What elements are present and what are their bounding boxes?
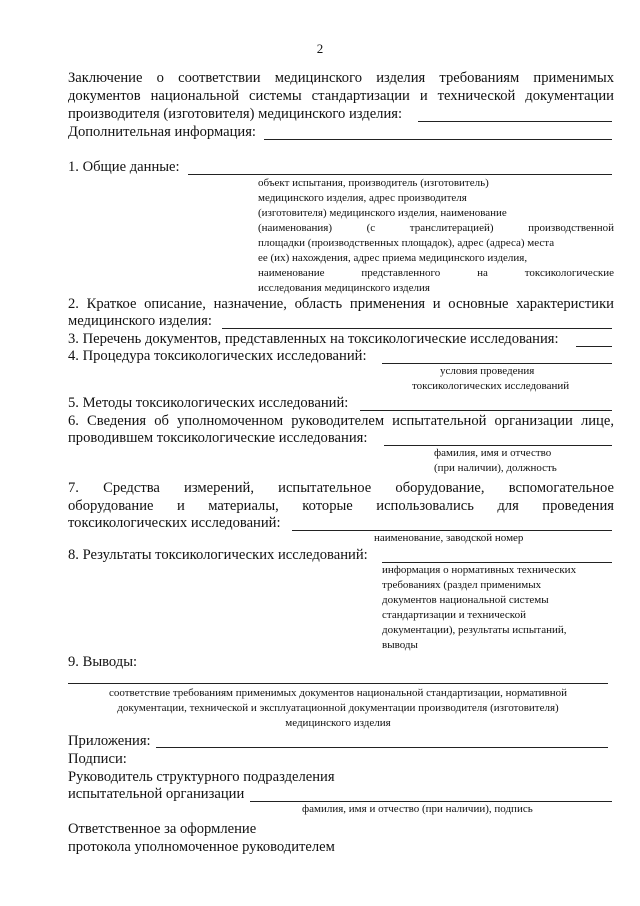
section-8-hint-4: стандартизации и технической xyxy=(382,609,526,621)
section-1-blank-line xyxy=(188,174,612,175)
section-4-hint-2: токсикологических исследований xyxy=(412,380,570,392)
section-8-hint-3: документов национальной системы xyxy=(382,594,549,606)
head-of-unit-line-1: Руководитель структурного подразделения xyxy=(68,769,335,785)
intro-blank-line-1 xyxy=(418,121,612,122)
responsible-line-2: протокола уполномоченное руководителем xyxy=(68,839,335,855)
section-1-hint-8: исследования медицинского изделия xyxy=(258,282,430,294)
section-4-label: 4. Процедура токсикологических исследований: xyxy=(68,348,367,364)
section-9-label: 9. Выводы: xyxy=(68,654,138,670)
section-6-line-1: 6. Сведения об уполномоченном руководителем испытательной организации лице, xyxy=(68,413,614,429)
section-3-blank-line xyxy=(576,346,612,347)
section-8-hint-5: документации), результаты испытаний, xyxy=(382,624,567,636)
section-1-hint-7: наименование представленного на токсикологические xyxy=(258,267,614,279)
signatures-label: Подписи: xyxy=(68,751,127,767)
head-of-unit-line-2: испытательной организации xyxy=(68,786,245,802)
section-7-line-3: токсикологических исследований: xyxy=(68,515,281,531)
section-8-hint-6: выводы xyxy=(382,639,418,651)
section-2-blank-line xyxy=(222,328,612,329)
section-2-line-2: медицинского изделия: xyxy=(68,313,212,329)
intro-line-4: Дополнительная информация: xyxy=(68,124,256,140)
section-9-hint-3: медицинского изделия xyxy=(285,717,391,729)
appendix-label: Приложения: xyxy=(68,733,151,749)
section-5-blank-line xyxy=(360,410,612,411)
section-8-hint-1: информация о нормативных технических xyxy=(382,564,577,576)
section-7-line-2: оборудование и материалы, которые использовались для проведения xyxy=(68,498,614,514)
section-6-hint-1: фамилия, имя и отчество xyxy=(434,447,552,459)
section-1-hint-5: площадки (производственных площадок), адрес (адреса) места xyxy=(258,237,555,249)
section-2-line-1: 2. Краткое описание, назначение, область применения и основные характеристики xyxy=(68,296,614,312)
intro-line-3: производителя (изготовителя) медицинского изделия: xyxy=(68,106,403,122)
section-6-line-2: проводившем токсикологические исследования: xyxy=(68,430,368,446)
section-5-label: 5. Методы токсикологических исследований: xyxy=(68,395,349,411)
section-7-line-1: 7. Средства измерений, испытательное оборудование, вспомогательное xyxy=(68,480,614,496)
section-6-hint-2: (при наличии), должность xyxy=(434,462,557,474)
section-3-label: 3. Перечень документов, представленных на токсикологические исследования: xyxy=(68,331,559,347)
section-1-hint-2: медицинского изделия, адрес производителя xyxy=(258,192,467,204)
head-of-unit-hint: фамилия, имя и отчество (при наличии), подпись xyxy=(302,803,533,815)
intro-blank-line-2 xyxy=(264,139,612,140)
section-4-hint-1: условия проведения xyxy=(440,365,535,377)
appendix-blank-line xyxy=(156,747,608,748)
section-9-hint-2: документации, технической и эксплуатационной документации производителя (изготовителя) xyxy=(117,702,559,714)
intro-line-2: документов национальной системы стандартизации и технической документации xyxy=(68,88,614,104)
section-9-blank-line xyxy=(68,683,608,684)
intro-line-1: Заключение о соответствии медицинского изделия требованиям применимых xyxy=(68,70,614,86)
section-8-hint-2: требованиях (раздел применимых xyxy=(382,579,542,591)
section-1-hint-6: ее (их) нахождения, адрес приема медицинского изделия, xyxy=(258,252,528,264)
page-number: 2 xyxy=(316,41,324,56)
section-1-label: 1. Общие данные: xyxy=(68,159,180,175)
responsible-line-1: Ответственное за оформление xyxy=(68,821,257,837)
section-8-label: 8. Результаты токсикологических исследований: xyxy=(68,547,368,563)
section-1-hint-4: (наименования) (с транслитерацией) производственной xyxy=(258,222,614,234)
section-1-hint-1: объект испытания, производитель (изготовитель) xyxy=(258,177,489,189)
section-1-hint-3: (изготовителя) медицинского изделия, наименование xyxy=(258,207,507,219)
section-7-hint: наименование, заводской номер xyxy=(374,532,524,544)
section-9-hint-1: соответствие требованиям применимых документов национальной стандартизации, нормативной xyxy=(108,687,568,699)
